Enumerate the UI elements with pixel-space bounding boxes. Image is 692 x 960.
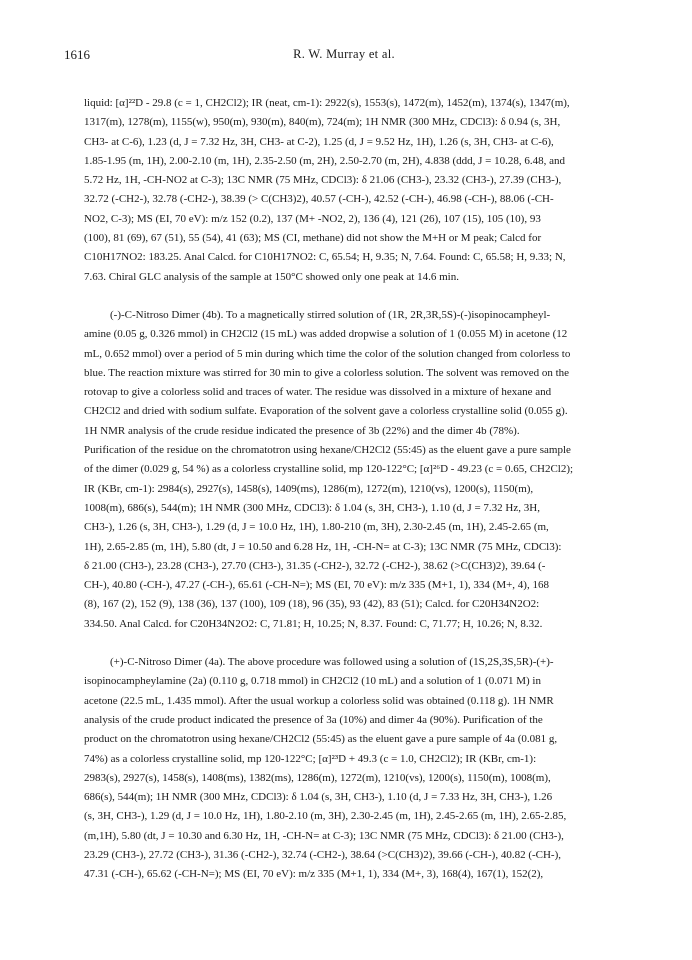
text-line: 686(s), 544(m); 1H NMR (300 MHz, CDCl3): δ 1.04 (s, 3H, CH3-), 1.10 (d, J = 7.33 Hz, 3H, CH3-), 1.26 [84,791,553,804]
text-line: 23.29 (CH3-), 27.72 (CH3-), 31.36 (-CH2-), 32.74 (-CH2-), 38.64 (>C(CH3)2), 39.66 (-CH-), 40.82 (-CH-), [84,848,561,861]
text-line: (+)-C-Nitroso Dimer (4a). The above procedure was followed using a solution of (1S,2S,3S,5R)-(+)- [110,656,554,669]
text-line: 1008(m), 686(s), 544(m); 1H NMR (300 MHz, CDCl3): δ 1.04 (s, 3H, CH3-), 1.10 (d, J = 7.32 Hz, 3H, [84,501,540,514]
paragraph-nitroso-dimer-4b [84,306,614,634]
text-line: δ 21.00 (CH3-), 23.28 (CH3-), 27.70 (CH3-), 31.35 (-CH2-), 32.72 (-CH2-), 38.62 (>C(CH3)2), 39.64 (- [84,559,546,572]
text-line: Purification of the residue on the chromatotron using hexane/CH2Cl2 (55:45) as the eluent gave a pure sample [84,444,571,457]
text-line: 1.85-1.95 (m, 1H), 2.00-2.10 (m, 1H), 2.35-2.50 (m, 2H), 2.50-2.70 (m, 2H), 4.838 (ddd, J = 10.28, 6.48, and [84,154,565,167]
text-line: 74%) as a colorless crystalline solid, mp 120-122°C; [α]²³D + 49.3 (c = 1.0, CH2Cl2); IR (KBr, cm-1): [84,752,537,765]
paragraph-nitroso-dimer-4a [84,653,614,885]
text-line: 1H), 2.65-2.85 (m, 1H), 5.80 (dt, J = 10.50 and 6.28 Hz, 1H, -CH-N= at C-3); 13C NMR (75 MHz, CDCl3): [84,540,562,553]
text-line: analysis of the crude product indicated the presence of 3a (10%) and dimer 4a (90%). Purification of the [84,713,543,726]
text-line: CH3-), 1.26 (s, 3H, CH3-), 1.29 (d, J = 10.0 Hz, 1H), 1.80-210 (m, 3H), 2.30-2.45 (m, 1H), 2.45-2.65 (m, [84,521,549,534]
text-line: 47.31 (-CH-), 65.62 (-CH-N=); MS (EI, 70 eV): m/z 335 (M+1, 1), 334 (M+, 3), 168(4), 167(1), 152(2), [84,868,544,881]
text-line: mL, 0.652 mmol) over a period of 5 min during which time the color of the solution changed from colorless to [84,347,571,360]
text-line: C10H17NO2: 183.25. Anal Calcd. for C10H17NO2: C, 65.54; H, 9.35; N, 7.64. Found: C, 65.58; H, 9.33; N, [84,251,566,264]
text-line: (100), 81 (69), 67 (51), 55 (54), 41 (63); MS (CI, methane) did not show the M+H or M peak; Calcd for [84,232,542,245]
text-line: 1317(m), 1278(m), 1155(w), 950(m), 930(m), 840(m), 724(m); 1H NMR (300 MHz, CDCl3): δ 0.94 (s, 3H, [84,116,561,129]
text-line: (s, 3H, CH3-), 1.29 (d, J = 10.0 Hz, 1H), 1.80-2.10 (m, 3H), 2.30-2.45 (m, 1H), 2.45-2.65 (m, 1H), 2.65-2.85, [84,810,567,823]
text-line: liquid: [α]²²D - 29.8 (c = 1, CH2Cl2); IR (neat, cm-1): 2922(s), 1553(s), 1472(m), 1452(m), 1374(s), 1347(m), [84,97,570,109]
text-line: IR (KBr, cm-1): 2984(s), 2927(s), 1458(s), 1409(ms), 1286(m), 1272(m), 1210(vs), 1200(s), 1150(m), [84,482,534,495]
text-line: CH2Cl2 and dried with sodium sulfate. Evaporation of the solvent gave a colorless crystalline solid (0.055 g). [84,405,568,418]
text-line: 1H NMR analysis of the crude residue indicated the presence of 3b (22%) and the dimer 4b (78%). [84,424,520,437]
text-line: rotovap to give a colorless solid and traces of water. The residue was dissolved in a mixture of hexane and [84,386,552,399]
text-line: 2983(s), 2927(s), 1458(s), 1408(ms), 1382(ms), 1286(m), 1272(m), 1210(vs), 1200(s), 1150(m), 1008(m), [84,771,551,784]
text-line: isopinocampheylamine (2a) (0.110 g, 0.718 mmol) in CH2Cl2 (10 mL) and a solution of 1 (0.071 M) in [84,675,541,688]
text-line: product on the chromatotron using hexane/CH2Cl2 (55:45) as the eluent gave a pure sample of 4a (0.081 g, [84,733,558,746]
running-head [64,47,624,63]
text-line: of the dimer (0.029 g, 54 %) as a colorless crystalline solid, mp 120-122°C; [α]²⁶D - 49.23 (c = 0.65, CH2Cl2); [84,463,574,476]
text-line: acetone (22.5 mL, 1.435 mmol). After the usual workup a colorless solid was obtained (0.118 g). 1H NMR [84,694,554,707]
paragraph-compound-data [84,94,614,287]
text-line: 32.72 (-CH2-), 32.78 (-CH2-), 38.39 (> C(CH3)2), 40.57 (-CH-), 42.52 (-CH-), 46.98 (-CH-), 88.06 (-CH- [84,193,554,206]
text-line: (8), 167 (2), 152 (9), 138 (36), 137 (100), 109 (18), 96 (35), 93 (42), 83 (51); Calcd. for C20H34N2O2: [84,598,540,611]
text-line: 5.72 Hz, 1H, -CH-NO2 at C-3); 13C NMR (75 MHz, CDCl3): δ 21.06 (CH3-), 23.32 (CH3-), 27.39 (CH3-), [84,174,562,187]
text-line: (m,1H), 5.80 (dt, J = 10.30 and 6.30 Hz, 1H, -CH-N= at C-3); 13C NMR (75 MHz, CDCl3): δ 21.00 (CH3-), [84,829,564,842]
text-line: (-)-C-Nitroso Dimer (4b). To a magnetically stirred solution of (1R, 2R,3R,5S)-(-)isopinocampheyl- [110,308,551,321]
text-line: blue. The reaction mixture was stirred for 30 min to give a colorless solution. The solvent was removed on the [84,366,570,379]
header-authors: R. W. Murray et al. [293,47,395,61]
text-line: CH3- at C-6), 1.23 (d, J = 7.32 Hz, 3H, CH3- at C-2), 1.25 (d, J = 9.52 Hz, 1H), 1.26 (s, 3H, CH3- at C-6), [84,135,554,148]
text-line: NO2, C-3); MS (EI, 70 eV): m/z 152 (0.2), 137 (M+ -NO2, 2), 136 (4), 121 (26), 107 (15), 105 (10), 93 [84,212,541,225]
text-line: 7.63. Chiral GLC analysis of the sample at 150°C showed only one peak at 14.6 min. [84,270,459,283]
text-line: amine (0.05 g, 0.326 mmol) in CH2Cl2 (15 mL) was added dropwise a solution of 1 (0.055 M) in acetone (12 [84,328,568,341]
article-body [84,94,614,885]
page-number: 1616 [64,47,90,62]
text-line: CH-), 40.80 (-CH-), 47.27 (-CH-), 65.61 (-CH-N=); MS (EI, 70 eV): m/z 335 (M+1, 1), 334 (M+, 4), 168 [84,579,549,592]
text-line: 334.50. Anal Calcd. for C20H34N2O2: C, 71.81; H, 10.25; N, 8.37. Found: C, 71.77; H, 10.26; N, 8.32. [84,617,543,630]
